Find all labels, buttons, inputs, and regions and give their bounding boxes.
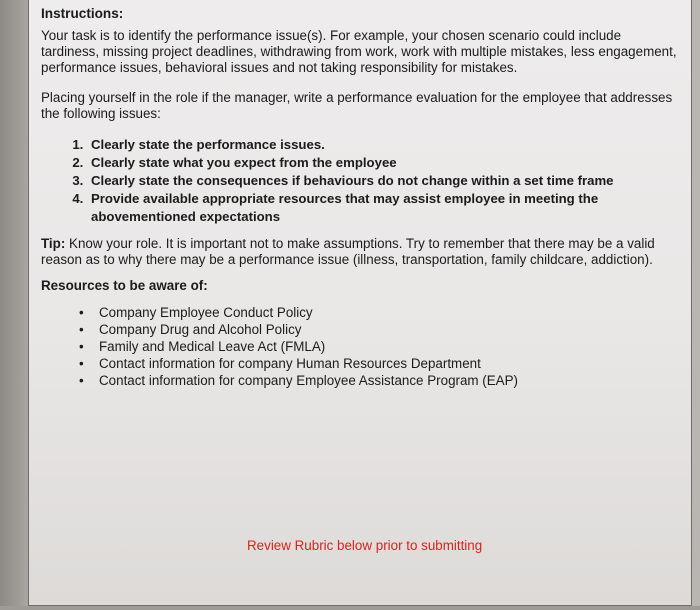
instructions-sheet — [28, 0, 692, 606]
issue-item: 3. Clearly state the consequences if behaviours do not change within a set time frame — [87, 172, 681, 190]
instructions-content — [41, 6, 681, 389]
photo-background-bottom — [0, 606, 700, 610]
resource-text: Company Drug and Alcohol Policy — [99, 322, 302, 337]
issues-list — [41, 136, 681, 226]
role-paragraph: Placing yourself in the role if the manager, write a performance evaluation for the employee that addresses the following issues: — [41, 90, 673, 121]
resource-text: Contact information for company Employee Assistance Program (EAP) — [99, 373, 519, 388]
bullet-icon: • — [79, 339, 84, 354]
resources-heading: Resources to be aware of: — [41, 278, 208, 293]
bullet-icon: • — [79, 305, 84, 320]
issue-item: 1. Clearly state the performance issues. — [87, 136, 681, 154]
resource-text: Contact information for company Human Resources Department — [99, 356, 481, 371]
resource-item — [79, 321, 681, 338]
tip-label: Tip: — [41, 236, 66, 251]
instructions-heading: Instructions: — [41, 6, 124, 21]
task-paragraph: Your task is to identify the performance issue(s). For example, your chosen scenario could include tardiness, missing project deadlines, withdrawing from work, work with multiple mistakes, less engagement, performance issues, behavioral issues and not taking responsibility for mistakes. — [41, 28, 677, 75]
bullet-icon: • — [79, 322, 84, 337]
tip-text: Know your role. It is important not to make assumptions. Try to remember that there may be a valid reason as to why there may be a performance issue (illness, transportation, family childcare, addiction). — [41, 236, 655, 267]
tip-paragraph — [41, 236, 681, 268]
issue-item: 4. Provide available appropriate resources that may assist employee in meeting the abovementioned expectations — [87, 190, 681, 226]
resources-list — [41, 304, 681, 389]
review-rubric-link[interactable]: Review Rubric below prior to submitting — [247, 538, 483, 553]
issue-item: 2. Clearly state what you expect from the employee — [87, 154, 681, 172]
bullet-icon: • — [79, 356, 84, 371]
resource-item — [79, 304, 681, 321]
bullet-icon: • — [79, 373, 84, 388]
resource-item — [79, 338, 681, 355]
resource-text: Family and Medical Leave Act (FMLA) — [99, 339, 326, 354]
resource-text: Company Employee Conduct Policy — [99, 305, 313, 320]
photo-background-left — [0, 0, 28, 610]
resource-item — [79, 355, 681, 372]
resource-item — [79, 372, 681, 389]
